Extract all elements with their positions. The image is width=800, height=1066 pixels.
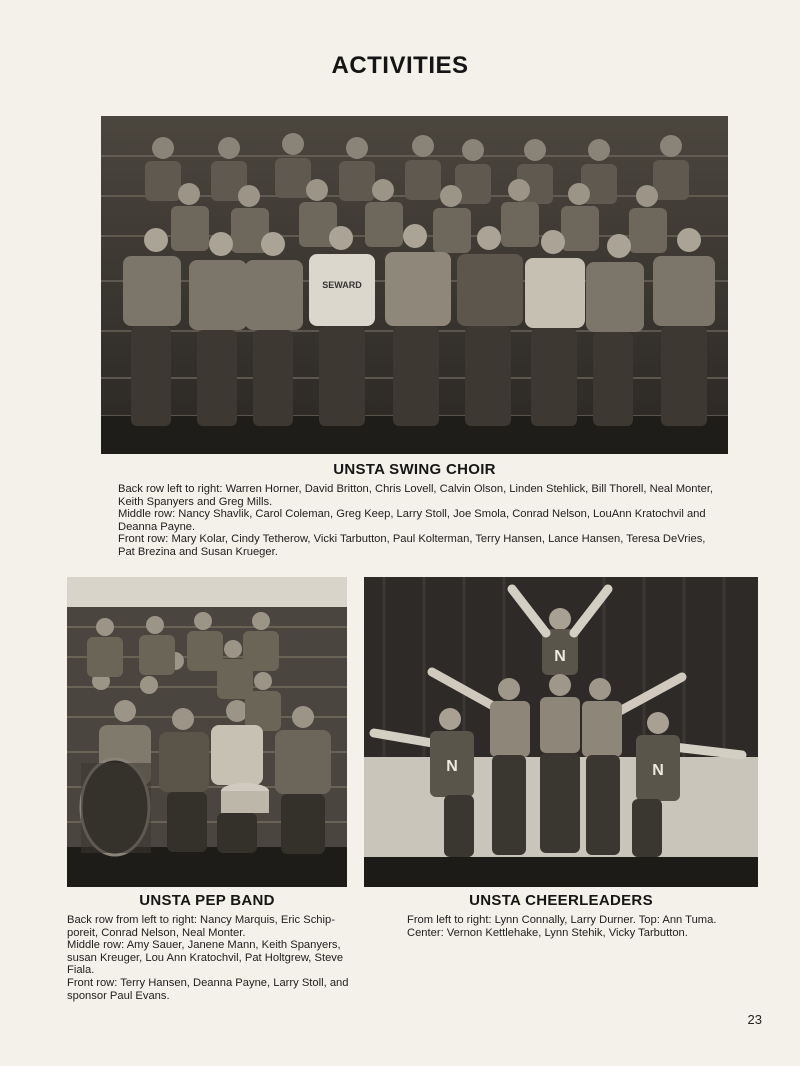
page-title: ACTIVITIES	[331, 52, 469, 79]
right-sweater-letter: N	[652, 762, 664, 779]
top-sweater-letter: N	[554, 648, 566, 665]
pep-band-photo	[67, 577, 347, 887]
page-number: 23	[747, 1012, 762, 1027]
pep-band-back-row: Back row from left to right: Nancy Marquis, Eric Schip-poreit, Conrad Nelson, Neal Monter.	[67, 914, 335, 939]
pep-band-middle-row: Middle row: Amy Sauer, Janene Mann, Keith Spanyers, susan Kreuger, Lou Ann Kratochvil, Pat Holtgrew, Steve Fiala.	[67, 939, 344, 977]
pep-band-front-row: Front row: Terry Hansen, Deanna Payne, Larry Stoll, and sponsor Paul Evans.	[67, 976, 349, 1002]
seward-shirt-text: SEWARD	[322, 280, 362, 290]
cheerleaders-line-1: From left to right: Lynn Connally, Larry Durner. Top: Ann Tuma.	[407, 914, 717, 926]
cheerleaders-photo	[364, 577, 758, 887]
swing-choir-front-row: Front row: Mary Kolar, Cindy Tetherow, Vicki Tarbutton, Paul Kolterman, Terry Hansen, Lance Hansen, Teresa DeVries, Pat Brezina and Susan Krueger.	[118, 533, 706, 558]
left-sweater-letter: N	[446, 758, 458, 775]
swing-choir-middle-row: Middle row: Nancy Shavlik, Carol Coleman, Greg Keep, Larry Stoll, Joe Smola, Conrad Nelson, LouAnn Kratochvil and Deanna Payne.	[118, 508, 706, 533]
pep-band-title: UNSTA PEP BAND	[139, 892, 275, 909]
cheerleaders-title: UNSTA CHEERLEADERS	[469, 892, 653, 909]
swing-choir-title: UNSTA SWING CHOIR	[333, 461, 496, 478]
pep-band-caption	[67, 914, 350, 1002]
cheerleaders-caption	[407, 914, 767, 939]
cheerleaders-line-2: Center: Vernon Kettlehake, Lynn Stehik, Vicky Tarbutton.	[407, 926, 688, 939]
swing-choir-photo	[101, 116, 728, 454]
swing-choir-caption	[118, 483, 723, 559]
swing-choir-back-row: Back row left to right: Warren Horner, David Britton, Chris Lovell, Calvin Olson, Linden Stehlick, Bill Thorell, Neal Monter, Keith Spanyers and Greg Mills.	[118, 483, 714, 508]
